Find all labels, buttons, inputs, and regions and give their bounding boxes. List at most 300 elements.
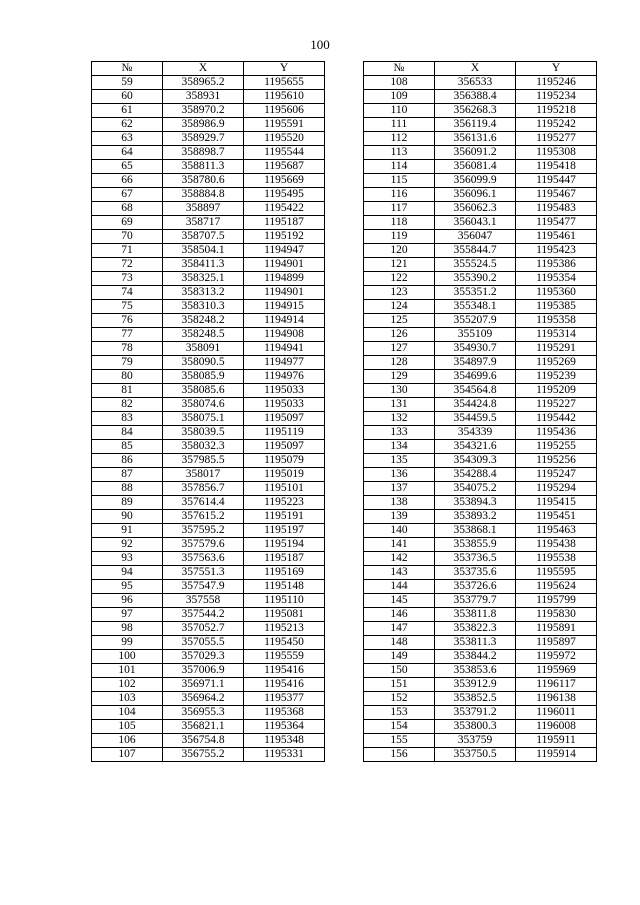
cell-x: 353779.7	[435, 594, 516, 608]
cell-x: 358032.3	[163, 440, 244, 454]
cell-number: 107	[92, 748, 163, 762]
table-row	[364, 104, 597, 118]
cell-number: 151	[364, 678, 435, 692]
cell-x: 357544.2	[163, 608, 244, 622]
table-row	[92, 216, 325, 230]
cell-y: 1195097	[244, 440, 325, 454]
table-row	[92, 174, 325, 188]
cell-y: 1195187	[244, 216, 325, 230]
cell-y: 1195255	[516, 440, 597, 454]
coordinates-table-right	[363, 61, 597, 762]
table-row	[92, 636, 325, 650]
cell-y: 1195595	[516, 566, 597, 580]
table-row	[364, 412, 597, 426]
table-row	[364, 174, 597, 188]
table-row	[364, 188, 597, 202]
cell-y: 1195192	[244, 230, 325, 244]
cell-x: 355844.7	[435, 244, 516, 258]
cell-x: 356119.4	[435, 118, 516, 132]
cell-x: 357558	[163, 594, 244, 608]
cell-number: 136	[364, 468, 435, 482]
cell-x: 358970.2	[163, 104, 244, 118]
cell-number: 86	[92, 454, 163, 468]
cell-x: 356821.1	[163, 720, 244, 734]
cell-x: 355524.5	[435, 258, 516, 272]
cell-number: 137	[364, 482, 435, 496]
cell-x: 358310.3	[163, 300, 244, 314]
cell-y: 1195655	[244, 76, 325, 90]
cell-y: 1195033	[244, 384, 325, 398]
cell-y: 1195591	[244, 118, 325, 132]
cell-number: 101	[92, 664, 163, 678]
table-row	[92, 342, 325, 356]
table-row	[92, 552, 325, 566]
cell-number: 75	[92, 300, 163, 314]
cell-y: 1195891	[516, 622, 597, 636]
cell-x: 358039.5	[163, 426, 244, 440]
cell-number: 73	[92, 272, 163, 286]
cell-number: 79	[92, 356, 163, 370]
table-row	[92, 482, 325, 496]
cell-number: 60	[92, 90, 163, 104]
table-row	[92, 328, 325, 342]
cell-x: 354459.5	[435, 412, 516, 426]
header-y: Y	[244, 62, 325, 76]
cell-x: 358898.7	[163, 146, 244, 160]
cell-x: 357985.5	[163, 454, 244, 468]
cell-y: 1194976	[244, 370, 325, 384]
cell-y: 1195830	[516, 608, 597, 622]
cell-y: 1195348	[244, 734, 325, 748]
cell-x: 357595.2	[163, 524, 244, 538]
table-row	[92, 398, 325, 412]
cell-number: 127	[364, 342, 435, 356]
cell-number: 90	[92, 510, 163, 524]
table-row	[92, 524, 325, 538]
cell-x: 353855.9	[435, 538, 516, 552]
cell-y: 1195544	[244, 146, 325, 160]
table-row	[364, 370, 597, 384]
table-row	[92, 622, 325, 636]
header-x: X	[163, 62, 244, 76]
cell-x: 357614.4	[163, 496, 244, 510]
cell-y: 1195119	[244, 426, 325, 440]
cell-number: 121	[364, 258, 435, 272]
table-row	[364, 580, 597, 594]
header-x: X	[435, 62, 516, 76]
cell-y: 1195360	[516, 286, 597, 300]
cell-number: 116	[364, 188, 435, 202]
table-row	[92, 692, 325, 706]
cell-y: 1195097	[244, 412, 325, 426]
cell-y: 1196008	[516, 720, 597, 734]
cell-number: 152	[364, 692, 435, 706]
cell-number: 118	[364, 216, 435, 230]
cell-number: 65	[92, 160, 163, 174]
page-number: 100	[310, 37, 330, 52]
cell-y: 1195450	[244, 636, 325, 650]
cell-x: 353726.6	[435, 580, 516, 594]
cell-x: 353853.6	[435, 664, 516, 678]
cell-x: 353800.3	[435, 720, 516, 734]
cell-x: 358090.5	[163, 356, 244, 370]
table-row	[92, 314, 325, 328]
cell-y: 1195079	[244, 454, 325, 468]
cell-y: 1195451	[516, 510, 597, 524]
cell-number: 66	[92, 174, 163, 188]
cell-number: 122	[364, 272, 435, 286]
cell-y: 1195256	[516, 454, 597, 468]
table-row	[364, 538, 597, 552]
cell-number: 105	[92, 720, 163, 734]
cell-y: 1195314	[516, 328, 597, 342]
cell-y: 1195364	[244, 720, 325, 734]
cell-number: 131	[364, 398, 435, 412]
table-row	[92, 104, 325, 118]
table-row	[364, 132, 597, 146]
cell-number: 62	[92, 118, 163, 132]
cell-number: 64	[92, 146, 163, 160]
table-row	[92, 370, 325, 384]
table-row	[364, 650, 597, 664]
cell-number: 126	[364, 328, 435, 342]
cell-y: 1194908	[244, 328, 325, 342]
cell-x: 354075.2	[435, 482, 516, 496]
table-row	[92, 202, 325, 216]
table-row	[364, 454, 597, 468]
cell-x: 357029.3	[163, 650, 244, 664]
table-row	[92, 132, 325, 146]
table-row	[364, 300, 597, 314]
cell-y: 1195213	[244, 622, 325, 636]
cell-y: 1195610	[244, 90, 325, 104]
cell-number: 117	[364, 202, 435, 216]
cell-number: 155	[364, 734, 435, 748]
table-row	[92, 160, 325, 174]
table-row	[92, 258, 325, 272]
table-row	[92, 664, 325, 678]
cell-y: 1195911	[516, 734, 597, 748]
cell-x: 354699.6	[435, 370, 516, 384]
cell-number: 134	[364, 440, 435, 454]
cell-y: 1195110	[244, 594, 325, 608]
cell-y: 1195187	[244, 552, 325, 566]
cell-number: 88	[92, 482, 163, 496]
cell-number: 112	[364, 132, 435, 146]
table-row	[92, 244, 325, 258]
cell-x: 353811.3	[435, 636, 516, 650]
cell-x: 358931	[163, 90, 244, 104]
cell-number: 124	[364, 300, 435, 314]
cell-y: 1194899	[244, 272, 325, 286]
table-row	[92, 272, 325, 286]
cell-x: 354309.3	[435, 454, 516, 468]
table-row	[92, 426, 325, 440]
cell-y: 1195191	[244, 510, 325, 524]
cell-x: 358248.5	[163, 328, 244, 342]
cell-y: 1195101	[244, 482, 325, 496]
table-row	[364, 566, 597, 580]
table-row	[92, 188, 325, 202]
cell-x: 358248.2	[163, 314, 244, 328]
cell-number: 125	[364, 314, 435, 328]
cell-y: 1195897	[516, 636, 597, 650]
cell-y: 1194914	[244, 314, 325, 328]
cell-y: 1195972	[516, 650, 597, 664]
table-row	[364, 384, 597, 398]
cell-number: 120	[364, 244, 435, 258]
cell-y: 1195442	[516, 412, 597, 426]
table-row	[92, 286, 325, 300]
cell-x: 357579.6	[163, 538, 244, 552]
cell-x: 353912.9	[435, 678, 516, 692]
cell-number: 104	[92, 706, 163, 720]
table-row	[364, 734, 597, 748]
cell-number: 81	[92, 384, 163, 398]
table-row	[364, 244, 597, 258]
cell-x: 358074.6	[163, 398, 244, 412]
cell-number: 82	[92, 398, 163, 412]
table-row	[92, 678, 325, 692]
cell-number: 141	[364, 538, 435, 552]
cell-x: 357551.3	[163, 566, 244, 580]
cell-y: 1195914	[516, 748, 597, 762]
cell-y: 1195209	[516, 384, 597, 398]
cell-number: 133	[364, 426, 435, 440]
table-row	[92, 468, 325, 482]
cell-y: 1195669	[244, 174, 325, 188]
header-number: №	[92, 62, 163, 76]
table-row	[92, 118, 325, 132]
table-row	[364, 496, 597, 510]
cell-x: 355351.2	[435, 286, 516, 300]
cell-x: 356043.1	[435, 216, 516, 230]
cell-number: 67	[92, 188, 163, 202]
cell-x: 353844.2	[435, 650, 516, 664]
table-row	[364, 636, 597, 650]
cell-number: 91	[92, 524, 163, 538]
header-y: Y	[516, 62, 597, 76]
cell-y: 1195687	[244, 160, 325, 174]
cell-number: 128	[364, 356, 435, 370]
cell-y: 1195033	[244, 398, 325, 412]
cell-number: 99	[92, 636, 163, 650]
cell-number: 109	[364, 90, 435, 104]
cell-y: 1195624	[516, 580, 597, 594]
cell-y: 1194941	[244, 342, 325, 356]
cell-number: 84	[92, 426, 163, 440]
cell-number: 85	[92, 440, 163, 454]
cell-number: 97	[92, 608, 163, 622]
cell-x: 353894.3	[435, 496, 516, 510]
cell-x: 353750.5	[435, 748, 516, 762]
cell-number: 108	[364, 76, 435, 90]
cell-number: 148	[364, 636, 435, 650]
cell-y: 1195385	[516, 300, 597, 314]
table-row	[92, 580, 325, 594]
cell-x: 358780.6	[163, 174, 244, 188]
table-header-row	[92, 62, 325, 76]
cell-number: 68	[92, 202, 163, 216]
cell-number: 110	[364, 104, 435, 118]
table-row	[364, 272, 597, 286]
cell-number: 80	[92, 370, 163, 384]
table-row	[364, 440, 597, 454]
cell-number: 138	[364, 496, 435, 510]
table-row	[364, 510, 597, 524]
cell-y: 1195291	[516, 342, 597, 356]
table-row	[92, 230, 325, 244]
cell-number: 61	[92, 104, 163, 118]
cell-y: 1195467	[516, 188, 597, 202]
table-row	[92, 594, 325, 608]
cell-x: 357615.2	[163, 510, 244, 524]
cell-number: 123	[364, 286, 435, 300]
cell-y: 1195483	[516, 202, 597, 216]
cell-number: 59	[92, 76, 163, 90]
cell-number: 96	[92, 594, 163, 608]
cell-x: 358986.9	[163, 118, 244, 132]
cell-x: 355348.1	[435, 300, 516, 314]
cell-x: 356081.4	[435, 160, 516, 174]
table-row	[92, 496, 325, 510]
cell-y: 1195477	[516, 216, 597, 230]
table-row	[364, 76, 597, 90]
table-row	[364, 146, 597, 160]
cell-number: 113	[364, 146, 435, 160]
table-row	[364, 90, 597, 104]
cell-x: 358897	[163, 202, 244, 216]
cell-x: 356964.2	[163, 692, 244, 706]
cell-number: 111	[364, 118, 435, 132]
table-row	[364, 398, 597, 412]
table-row	[364, 314, 597, 328]
cell-number: 92	[92, 538, 163, 552]
cell-x: 358884.8	[163, 188, 244, 202]
table-row	[364, 622, 597, 636]
cell-x: 358085.6	[163, 384, 244, 398]
cell-number: 76	[92, 314, 163, 328]
cell-number: 74	[92, 286, 163, 300]
cell-y: 1195247	[516, 468, 597, 482]
cell-x: 355207.9	[435, 314, 516, 328]
table-row	[92, 356, 325, 370]
table-row	[364, 328, 597, 342]
cell-y: 1194947	[244, 244, 325, 258]
cell-x: 358504.1	[163, 244, 244, 258]
table-row	[92, 76, 325, 90]
cell-x: 357563.6	[163, 552, 244, 566]
cell-number: 129	[364, 370, 435, 384]
cell-number: 143	[364, 566, 435, 580]
cell-y: 1195416	[244, 664, 325, 678]
table-row	[92, 300, 325, 314]
cell-y: 1195331	[244, 748, 325, 762]
cell-number: 95	[92, 580, 163, 594]
cell-number: 156	[364, 748, 435, 762]
cell-y: 1194901	[244, 258, 325, 272]
cell-x: 358017	[163, 468, 244, 482]
table-row	[92, 608, 325, 622]
table-row	[364, 664, 597, 678]
cell-x: 355390.2	[435, 272, 516, 286]
table-row	[364, 286, 597, 300]
table-row	[364, 594, 597, 608]
cell-number: 145	[364, 594, 435, 608]
cell-y: 1195538	[516, 552, 597, 566]
cell-number: 114	[364, 160, 435, 174]
cell-number: 69	[92, 216, 163, 230]
table-row	[364, 468, 597, 482]
cell-y: 1196117	[516, 678, 597, 692]
table-row	[364, 118, 597, 132]
cell-y: 1195223	[244, 496, 325, 510]
table-row	[364, 258, 597, 272]
cell-y: 1195461	[516, 230, 597, 244]
cell-y: 1195194	[244, 538, 325, 552]
cell-x: 353893.2	[435, 510, 516, 524]
cell-y: 1195308	[516, 146, 597, 160]
table-row	[364, 748, 597, 762]
cell-x: 354564.8	[435, 384, 516, 398]
cell-x: 354288.4	[435, 468, 516, 482]
cell-y: 1195418	[516, 160, 597, 174]
cell-x: 354321.6	[435, 440, 516, 454]
cell-number: 98	[92, 622, 163, 636]
table-row	[92, 720, 325, 734]
cell-number: 63	[92, 132, 163, 146]
cell-y: 1195423	[516, 244, 597, 258]
cell-y: 1195227	[516, 398, 597, 412]
cell-y: 1195239	[516, 370, 597, 384]
cell-y: 1195242	[516, 118, 597, 132]
cell-x: 355109	[435, 328, 516, 342]
cell-x: 356955.3	[163, 706, 244, 720]
table-row	[92, 734, 325, 748]
cell-x: 353759	[435, 734, 516, 748]
cell-x: 356099.9	[435, 174, 516, 188]
cell-y: 1195294	[516, 482, 597, 496]
cell-number: 119	[364, 230, 435, 244]
cell-x: 353811.8	[435, 608, 516, 622]
table-row	[364, 692, 597, 706]
cell-y: 1195799	[516, 594, 597, 608]
cell-number: 146	[364, 608, 435, 622]
table-row	[364, 552, 597, 566]
table-row	[92, 146, 325, 160]
cell-y: 1195415	[516, 496, 597, 510]
cell-x: 356091.2	[435, 146, 516, 160]
table-row	[92, 748, 325, 762]
cell-x: 356131.6	[435, 132, 516, 146]
table-row	[364, 706, 597, 720]
table-row	[92, 510, 325, 524]
table-row	[92, 650, 325, 664]
cell-x: 356388.4	[435, 90, 516, 104]
cell-x: 358965.2	[163, 76, 244, 90]
cell-number: 135	[364, 454, 435, 468]
cell-x: 358091	[163, 342, 244, 356]
cell-number: 72	[92, 258, 163, 272]
table-row	[364, 342, 597, 356]
cell-x: 356268.3	[435, 104, 516, 118]
cell-number: 89	[92, 496, 163, 510]
cell-number: 154	[364, 720, 435, 734]
cell-number: 93	[92, 552, 163, 566]
cell-x: 356755.2	[163, 748, 244, 762]
table-row	[92, 538, 325, 552]
cell-x: 353868.1	[435, 524, 516, 538]
